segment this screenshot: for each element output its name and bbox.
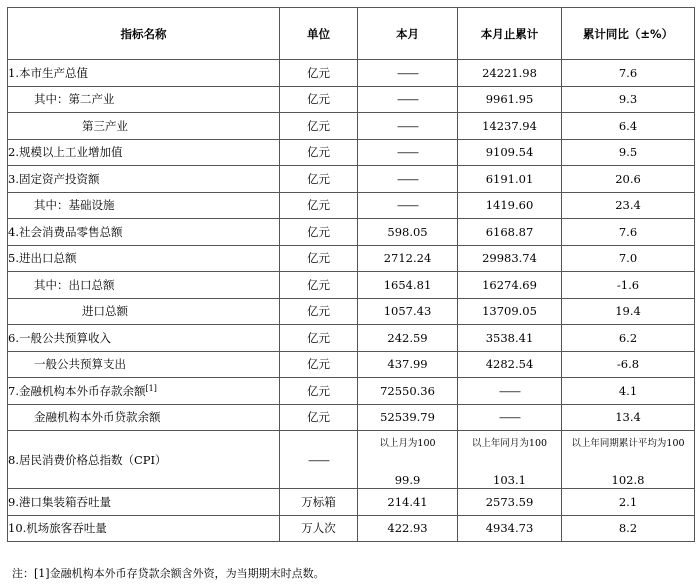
row-yoy: -6.8 — [562, 351, 695, 378]
row-name: 一般公共预算支出 — [8, 351, 280, 378]
table-row — [8, 404, 695, 431]
row-cumulative: 3538.41 — [458, 325, 562, 352]
row-month: 2712.24 — [358, 245, 458, 272]
row-unit: 亿元 — [280, 325, 358, 352]
footnote-marker: [1] — [145, 383, 157, 393]
row-month: 1654.81 — [358, 272, 458, 299]
row-yoy: 19.4 — [562, 298, 695, 325]
table-header-row — [8, 8, 695, 60]
row-month: 1057.43 — [358, 298, 458, 325]
row-name: 2.规模以上工业增加值 — [8, 139, 280, 166]
row-yoy: 20.6 — [562, 166, 695, 193]
row-cumulative: 24221.98 — [458, 60, 562, 87]
cpi-yoy-value: 102.8 — [611, 472, 645, 487]
cpi-row — [8, 431, 695, 489]
table-row — [8, 325, 695, 352]
cpi-month-value: 99.9 — [394, 472, 421, 487]
row-cumulative: 6168.87 — [458, 219, 562, 246]
row-cumulative: 2573.59 — [458, 489, 562, 516]
row-cumulative: 14237.94 — [458, 113, 562, 140]
row-unit: 万标箱 — [280, 489, 358, 516]
row-unit: 亿元 — [280, 298, 358, 325]
statistics-table — [7, 7, 695, 542]
table-row — [8, 298, 695, 325]
header-cumulative: 本月止累计 — [458, 8, 562, 60]
row-yoy: 23.4 — [562, 192, 695, 219]
row-cumulative: 9109.54 — [458, 139, 562, 166]
row-cumulative: —— — [458, 378, 562, 405]
table-row — [8, 192, 695, 219]
cpi-yoy-cell — [562, 431, 695, 489]
row-unit: 亿元 — [280, 378, 358, 405]
cpi-month-basis: 以上月为100 — [379, 437, 436, 449]
row-cumulative: 1419.60 — [458, 192, 562, 219]
table-row — [8, 139, 695, 166]
row-name: 进口总额 — [8, 298, 280, 325]
row-cumulative: 9961.95 — [458, 86, 562, 113]
row-month: 422.93 — [358, 515, 458, 542]
row-yoy: 7.6 — [562, 60, 695, 87]
row-name: 其中：出口总额 — [8, 272, 280, 299]
row-name: 1.本市生产总值 — [8, 60, 280, 87]
cpi-cumulative-basis: 以上年同月为100 — [471, 437, 548, 449]
row-cumulative: 16274.69 — [458, 272, 562, 299]
row-name-text: 7.金融机构本外币存款余额 — [8, 383, 146, 398]
row-name: 其中：基础设施 — [8, 192, 280, 219]
cpi-name: 8.居民消费价格总指数（CPI） — [8, 431, 280, 489]
row-yoy: 9.5 — [562, 139, 695, 166]
row-cumulative: —— — [458, 404, 562, 431]
header-yoy: 累计同比（±%） — [562, 8, 695, 60]
table-footnote: 注：[1]金融机构本外币存贷款余额含外资，为当期期末时点数。 — [12, 567, 325, 580]
row-month: —— — [358, 86, 458, 113]
row-cumulative: 4282.54 — [458, 351, 562, 378]
row-month: 52539.79 — [358, 404, 458, 431]
row-month: 242.59 — [358, 325, 458, 352]
row-yoy: 8.2 — [562, 515, 695, 542]
table-row — [8, 219, 695, 246]
row-month: —— — [358, 192, 458, 219]
table-row — [8, 272, 695, 299]
row-cumulative: 29983.74 — [458, 245, 562, 272]
row-cumulative: 4934.73 — [458, 515, 562, 542]
table-row — [8, 489, 695, 516]
cpi-month-cell — [358, 431, 458, 489]
row-unit: 亿元 — [280, 166, 358, 193]
row-cumulative: 6191.01 — [458, 166, 562, 193]
table-row — [8, 113, 695, 140]
row-yoy: 7.0 — [562, 245, 695, 272]
row-yoy: 7.6 — [562, 219, 695, 246]
row-unit: 亿元 — [280, 139, 358, 166]
row-name: 5.进出口总额 — [8, 245, 280, 272]
row-yoy: 2.1 — [562, 489, 695, 516]
table-row — [8, 60, 695, 87]
row-name: 第三产业 — [8, 113, 280, 140]
row-name: 其中：第二产业 — [8, 86, 280, 113]
cpi-cumulative-value: 103.1 — [493, 472, 526, 487]
table-row — [8, 166, 695, 193]
row-unit: 亿元 — [280, 86, 358, 113]
table-row — [8, 378, 695, 405]
row-unit: 亿元 — [280, 272, 358, 299]
row-name — [8, 378, 280, 405]
row-unit: 亿元 — [280, 245, 358, 272]
row-month: —— — [358, 113, 458, 140]
header-unit: 单位 — [280, 8, 358, 60]
row-month: —— — [358, 166, 458, 193]
row-unit: 亿元 — [280, 219, 358, 246]
row-month: —— — [358, 139, 458, 166]
row-name: 3.固定资产投资额 — [8, 166, 280, 193]
table-row — [8, 245, 695, 272]
cpi-unit: —— — [280, 431, 358, 489]
row-name: 10.机场旅客吞吐量 — [8, 515, 280, 542]
table-row — [8, 351, 695, 378]
row-yoy: 9.3 — [562, 86, 695, 113]
header-indicator: 指标名称 — [8, 8, 280, 60]
row-month: 214.41 — [358, 489, 458, 516]
row-cumulative: 13709.05 — [458, 298, 562, 325]
row-yoy: 6.2 — [562, 325, 695, 352]
row-month: —— — [358, 60, 458, 87]
row-name: 6.一般公共预算收入 — [8, 325, 280, 352]
table-row — [8, 515, 695, 542]
row-yoy: 4.1 — [562, 378, 695, 405]
row-month: 598.05 — [358, 219, 458, 246]
row-month: 437.99 — [358, 351, 458, 378]
cpi-yoy-basis: 以上年同期累计平均为100 — [571, 437, 685, 449]
row-unit: 亿元 — [280, 351, 358, 378]
row-name: 4.社会消费品零售总额 — [8, 219, 280, 246]
row-yoy: 13.4 — [562, 404, 695, 431]
row-name: 9.港口集装箱吞吐量 — [8, 489, 280, 516]
row-yoy: 6.4 — [562, 113, 695, 140]
cpi-cumulative-cell — [458, 431, 562, 489]
row-name: 金融机构本外币贷款余额 — [8, 404, 280, 431]
table-row — [8, 86, 695, 113]
header-this-month: 本月 — [358, 8, 458, 60]
row-unit: 亿元 — [280, 60, 358, 87]
row-unit: 亿元 — [280, 192, 358, 219]
row-yoy: -1.6 — [562, 272, 695, 299]
row-unit: 万人次 — [280, 515, 358, 542]
row-month: 72550.36 — [358, 378, 458, 405]
row-unit: 亿元 — [280, 113, 358, 140]
row-unit: 亿元 — [280, 404, 358, 431]
